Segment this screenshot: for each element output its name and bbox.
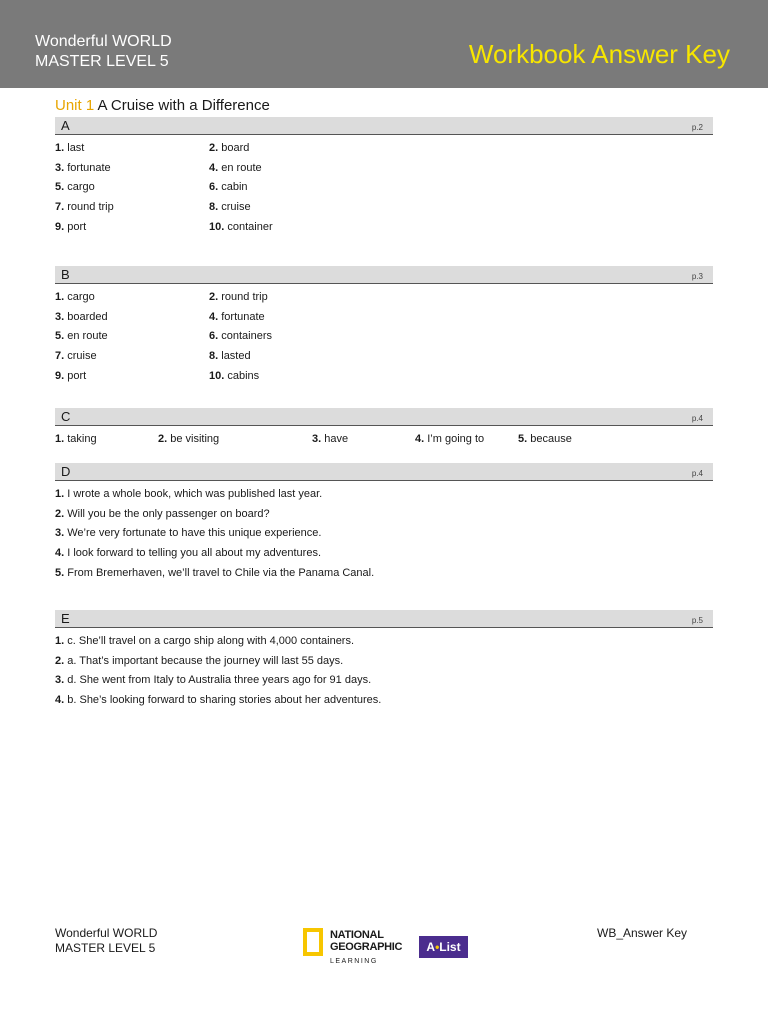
section-bar — [55, 463, 713, 481]
unit-name: A Cruise with a Difference — [97, 97, 270, 114]
answer-item: 3. fortunate — [55, 161, 111, 174]
section-bar — [55, 408, 713, 426]
answer-row — [55, 546, 713, 566]
section-e — [55, 610, 713, 713]
answer-item: 5. because — [518, 433, 572, 445]
answer-item: 1. last — [55, 142, 85, 154]
answer-row — [55, 310, 713, 330]
section-letter: D — [61, 464, 71, 479]
footer-doc-label: WB_Answer Key — [597, 926, 688, 940]
a-list-badge: A•List — [419, 936, 468, 958]
answer-item: 6. containers — [209, 330, 273, 343]
answer-item: 4. en route — [209, 161, 262, 174]
answer-item: 1. cargo — [55, 291, 95, 303]
answer-item: 5. cargo — [55, 181, 95, 194]
section-bar — [55, 117, 713, 135]
section-letter: E — [61, 611, 70, 626]
answer-row — [55, 566, 713, 586]
answer-row — [55, 329, 713, 349]
answer-item: 3. have — [312, 433, 349, 445]
answer-row — [55, 200, 713, 220]
answer-item: 6. cabin — [209, 181, 248, 194]
answer-item: 2. round trip — [209, 291, 268, 303]
section-d — [55, 463, 713, 585]
answer-item: 7. round trip — [55, 201, 114, 214]
page-ref: p.2 — [691, 123, 703, 132]
answer-row — [55, 673, 713, 693]
yellow-border-icon — [303, 928, 323, 956]
answer-key-title: Workbook Answer Key — [468, 39, 730, 69]
answer-row — [55, 526, 713, 546]
answer-item: 10. cabins — [209, 369, 260, 382]
section-a — [55, 117, 713, 239]
answer-item: 1. I wrote a whole book, which was published last year. — [55, 488, 323, 500]
answer-item: 9. port — [55, 220, 87, 233]
answer-row — [55, 161, 713, 181]
answer-item: 4. I look forward to telling you all about my adventures. — [55, 547, 321, 560]
answer-list — [55, 487, 713, 585]
answer-item: 7. cruise — [55, 350, 97, 363]
answer-row — [55, 220, 713, 240]
series-line-2: MASTER LEVEL 5 — [35, 53, 169, 70]
answer-row — [55, 369, 713, 389]
answer-row — [55, 693, 713, 713]
answer-grid — [55, 141, 713, 239]
section-letter: B — [61, 267, 70, 282]
national-geographic-logo — [303, 928, 413, 966]
section-c — [55, 408, 713, 452]
page-header — [0, 0, 768, 88]
answer-item: 2. Will you be the only passenger on board? — [55, 507, 270, 520]
answer-row — [55, 180, 713, 200]
answer-item: 3. d. She went from Italy to Australia three years ago for 91 days. — [55, 674, 372, 687]
answer-item: 2. a. That’s important because the journey will last 55 days. — [55, 654, 344, 667]
answer-item: 2. be visiting — [158, 433, 220, 445]
unit-heading — [55, 96, 270, 116]
section-b — [55, 266, 713, 388]
answer-row — [55, 141, 713, 161]
logo-wordmark: NATIONAL GEOGRAPHIC — [330, 929, 403, 953]
answer-item: 5. From Bremerhaven, we’ll travel to Chile via the Panama Canal. — [55, 566, 375, 579]
answer-item: 4. I’m going to — [415, 433, 485, 445]
series-title — [35, 32, 172, 72]
answer-item: 4. b. She’s looking forward to sharing stories about her adventures. — [55, 694, 382, 707]
answer-grid — [55, 290, 713, 388]
answer-row — [55, 349, 713, 369]
answer-grid — [55, 432, 713, 452]
series-line-1: Wonderful WORLD — [35, 33, 172, 50]
logo-subtitle: LEARNING — [330, 958, 378, 965]
answer-item: 1. taking — [55, 433, 97, 445]
unit-number: Unit 1 — [55, 97, 95, 114]
section-bar — [55, 266, 713, 284]
page-ref: p.4 — [691, 469, 703, 478]
answer-row — [55, 432, 713, 452]
answer-item: 8. cruise — [209, 201, 251, 214]
page-ref: p.4 — [691, 414, 703, 423]
answer-item: 5. en route — [55, 330, 108, 343]
answer-item: 3. We’re very fortunate to have this unique experience. — [55, 527, 322, 540]
answer-row — [55, 290, 713, 310]
answer-item: 3. boarded — [55, 310, 108, 323]
answer-item: 4. fortunate — [209, 310, 265, 323]
footer-line-2: MASTER LEVEL 5 — [55, 941, 156, 955]
answer-item: 2. board — [209, 142, 250, 154]
section-letter: C — [61, 409, 71, 424]
footer-line-1: Wonderful WORLD — [55, 926, 158, 940]
footer-series — [55, 926, 157, 956]
page-ref: p.5 — [691, 616, 703, 625]
answer-row — [55, 654, 713, 674]
answer-row — [55, 487, 713, 507]
section-bar — [55, 610, 713, 628]
answer-item: 8. lasted — [209, 350, 251, 363]
page-ref: p.3 — [691, 272, 703, 281]
answer-item: 10. container — [209, 220, 273, 233]
answer-item: 1. c. She’ll travel on a cargo ship along with 4,000 containers. — [55, 635, 355, 647]
answer-row — [55, 507, 713, 527]
answer-item: 9. port — [55, 369, 87, 382]
section-letter: A — [61, 118, 70, 133]
answer-list — [55, 634, 713, 713]
answer-row — [55, 634, 713, 654]
